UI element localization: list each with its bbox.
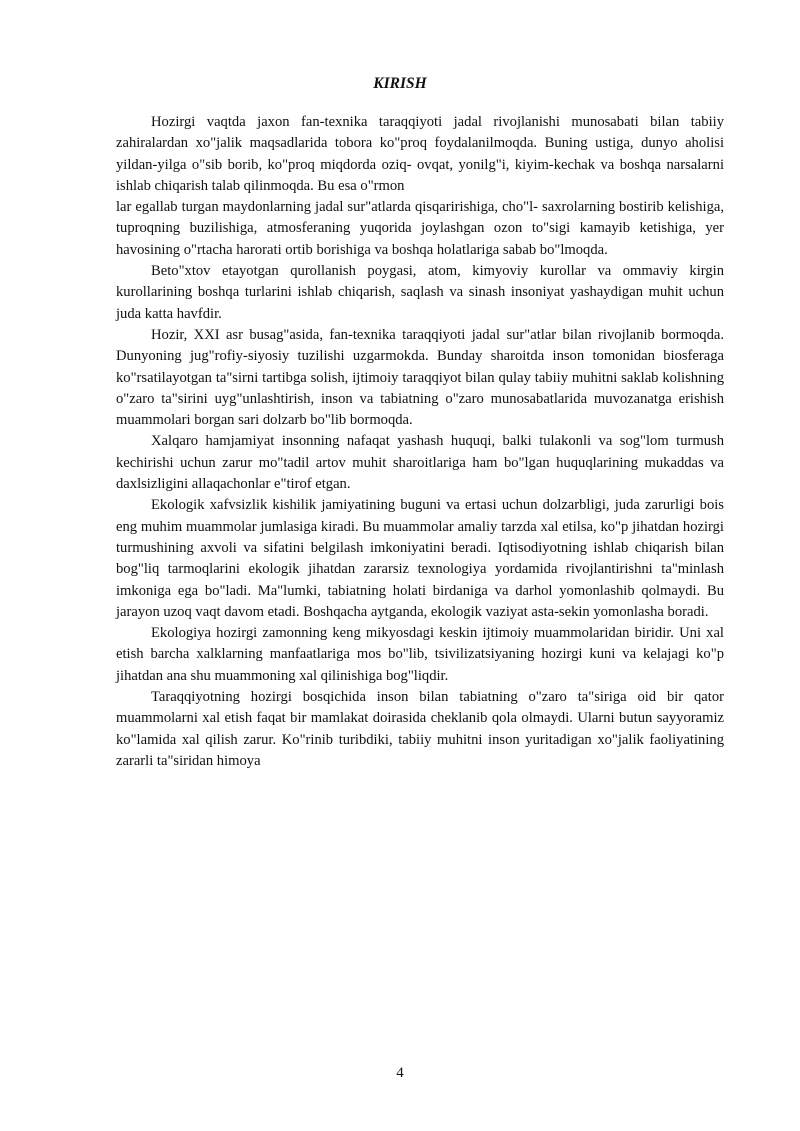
paragraph-4: Hozir, XXI asr busag"asida, fan-texnika taraqqiyoti jadal sur"atlar bilan rivojlanib bormoqda. Dunyoning jug"rofiy-siyosiy tuzilishi uzgarmokda. Bunday sharoitda inson tomonidan biosferaga ko"rsatilayotgan ta"sirni tartibga solish, ijtimoiy taraqqiyot bilan qulay tabiiy muhitni saklab kolishning o"zaro ta"sirini uyg"unlashtirish, inson va tabiatning o"zaro munosabatlarida muvozanatga erishish muammolari borgan sari dolzarb bo"lib bormoqda. bbox=[116, 326, 724, 429]
paragraph-7: Ekologiya hozirgi zamonning keng mikyosdagi keskin ijtimoiy muammolaridan biridir. Uni xal etish barcha xalklarning manfaatlariga mos bo"lib, tsivilizatsiyaning hozirgi kuni va kelajagi ko"p jihatdan ana shu muammoning xal qilinishiga bog"liqdir. bbox=[116, 625, 724, 684]
page-title: KIRISH bbox=[373, 75, 427, 92]
paragraph-5: Xalqaro hamjamiyat insonning nafaqat yashash huquqi, balki tulakonli va sog"lom turmush kechirishi uchun zarur mo"tadil artov muhit sharoitlariga ham bo"lgan huquqlarining mukaddas va daxlsizligini allaqachonlar e"tirof etgan. bbox=[116, 433, 724, 493]
paragraph-2: lar egallab turgan maydonlarning jadal sur"atlarda qisqaririshiga, cho"l- saxrolarning bostirib kelishiga, tuproqning buzilishiga, atmosferaning yuqorida joylashgan ozon to"sigi kamayib ketishiga, yer havosining o"rtacha harorati ortib borishiga va boshqa holatlariga sabab bo"lmoqda. bbox=[116, 199, 724, 258]
paragraph-8: Taraqqiyotning hozirgi bosqichida inson bilan tabiatning o"zaro ta"siriga oid bir qator muammolarni xal etish faqat bir mamlakat doirasida cheklanib qola olmaydi. Ularni butun sayyoramiz ko"lamida xal qilish zarur. Ko"rinib turibdiki, tabiiy muhitni inson yuritadigan xo"jalik faoliyatining zararli ta"siridan himoya bbox=[116, 689, 724, 769]
paragraph-6: Ekologik xafvsizlik kishilik jamiyatining buguni va ertasi uchun dolzarbligi, juda zarurligi bois eng muhim muammolar jumlasiga kiradi. Bu muammolar amaliy tarzda xal etilsa, ko"p jihatdan hozirgi turmushining axvoli va sifatini belgilash imkoniyatini beradi. Iqtisodiyotning ishlab chiqarish bilan bog"liq tarmoqlarini ekologik jihatdan zararsiz texnologiya yordamida rivojlantirishni ta"minlash imkoniga ega bo"ladi. Ma"lumki, tabiatning holati birdaniga va darhol yomonlashib qolmaydi. Bu jarayon uzoq vaqt davom etadi. Boshqacha aytganda, ekologik vaziyat asta-sekin yomonlasha boradi. bbox=[116, 497, 724, 620]
body-text bbox=[116, 112, 724, 772]
page-number: 4 bbox=[396, 1065, 404, 1081]
paragraph-1: Hozirgi vaqtda jaxon fan-texnika taraqqiyoti jadal rivojlanishi munosabati bilan tabiiy zahiralardan xo"jalik maqsadlarida tobora ko"proq foydalanilmoqda. Buning ustiga, dunyo aholisi yildan-yilga o"sib borib, ko"proq miqdorda oziq- ovqat, yonilg"i, kiyim-kechak va boshqa narsalarni ishlab chiqarish talab qilinmoqda. Bu esa o"rmon bbox=[116, 114, 724, 194]
paragraph-3: Beto"xtov etayotgan qurollanish poygasi, atom, kimyoviy kurollar va ommaviy kirgin kurollarining boshqa turlarini ishlab chiqarish, saqlash va sinash insoniyat yashaydigan muhit uchun juda katta havfdir. bbox=[116, 263, 724, 322]
